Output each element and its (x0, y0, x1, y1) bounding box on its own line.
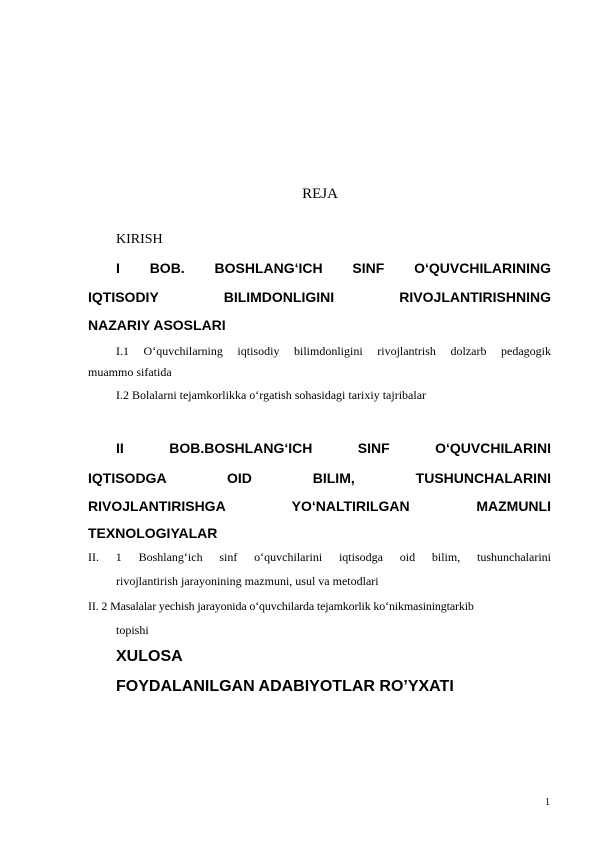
page-number: 1 (545, 797, 550, 808)
section-2-2-line1: II. 2 Masalalar yechish jarayonida o‘quvchilarda tejamkorlik ko‘nikmasiningtarkib (88, 599, 474, 613)
section-2-2-line2: topishi (116, 623, 149, 637)
section-2-1-line1: II. 1 Boshlang‘ich sinf o‘quvchilarini iqtisodga oid bilim, tushunchalarini (88, 550, 551, 564)
chapter1-heading-line2: IQTISODIY BILIMDONLIGINI RIVOJLANTIRISHNING (88, 289, 551, 305)
page-title: REJA (302, 186, 338, 202)
chapter2-heading-line1: II BOB.BOSHLANG‘ICH SINF O‘QUVCHILARINI (116, 440, 551, 456)
chapter2-heading-line2: IQTISODGA OID BILIM, TUSHUNCHALARINI (88, 470, 551, 486)
toc-adabiyotlar: FOYDALANILGAN ADABIYOTLAR RO’YXATI (116, 678, 454, 695)
chapter1-heading-line1: I BOB. BOSHLANG‘ICH SINF O‘QUVCHILARINING (116, 260, 551, 276)
section-1-1-line2: muammo sifatida (88, 365, 172, 379)
toc-kirish: KIRISH (116, 232, 163, 247)
section-2-1-line2: rivojlantirish jarayonining mazmuni, usul va metodlari (116, 574, 379, 588)
chapter2-heading-line3: RIVOJLANTIRISHGA YO‘NALTIRILGAN MAZMUNLI (88, 498, 551, 514)
chapter1-heading-line3: NAZARIY ASOSLARI (88, 317, 226, 333)
section-1-1-line1: I.1 O‘quvchilarning iqtisodiy bilimdonligini rivojlantrish dolzarb pedagogik (116, 344, 551, 358)
section-1-2: I.2 Bolalarni tejamkorlikka o‘rgatish sohasidagi tarixiy tajribalar (116, 388, 427, 402)
chapter2-heading-line4: TEXNOLOGIYALAR (88, 525, 218, 541)
toc-xulosa: XULOSA (116, 648, 183, 665)
